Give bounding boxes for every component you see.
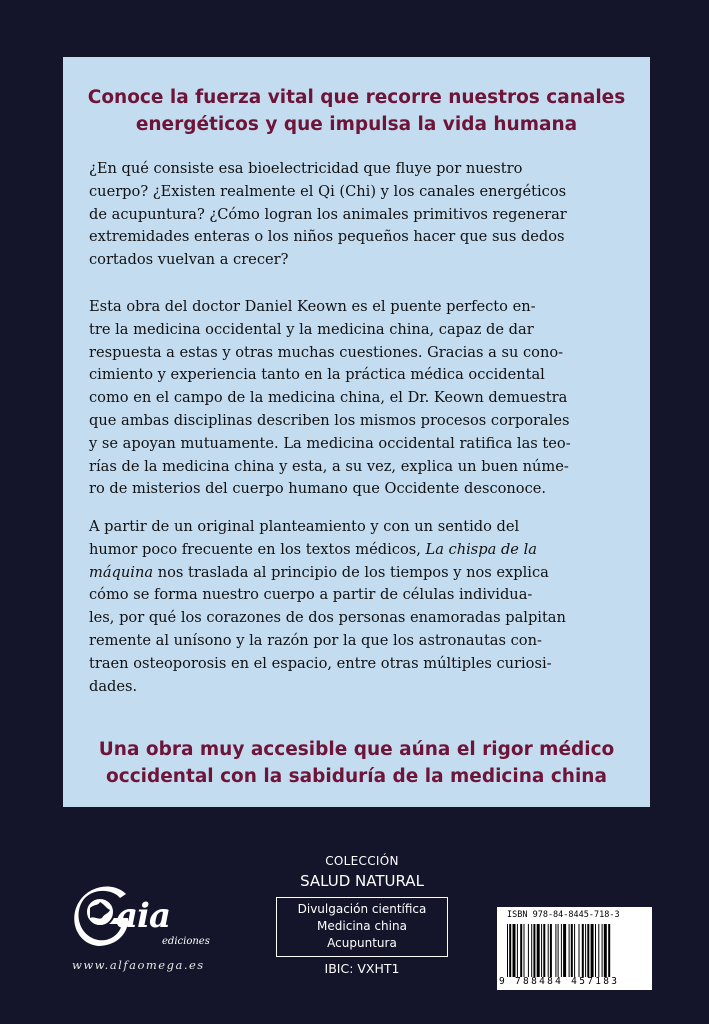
paragraph-3 [89,516,624,698]
barcode-bar [595,924,596,977]
barcode-bar [608,924,610,977]
barcode-bar [533,924,535,977]
barcode-bars [507,924,645,977]
barcode-bar [602,924,603,977]
barcode-bar [509,924,511,977]
barcode-bar [537,924,540,977]
barcode-bar [543,924,545,977]
headline-top: Conoce la fuerza vital que recorre nuestros canales energéticos y que impulsa la vida humana [87,87,626,135]
barcode-bar [550,924,552,977]
barcode-bar [507,924,508,977]
collection-name: SALUD NATURAL [300,872,424,890]
collection-topic: Acupuntura [327,936,397,950]
barcode-bar [555,924,556,977]
barcode-bar [571,924,573,977]
paragraph-3-lead: A partir de un original planteamiento y con un sentido del humor poco frecuente en los textos médicos, [89,518,520,558]
barcode-bar [579,924,580,977]
publisher-url: www.alfaomega.es [72,958,205,972]
barcode-bar [604,924,607,977]
publisher-logo [72,884,222,974]
paragraph-3-rest: nos traslada al principio de los tiempos y nos explica cómo se forma nuestro cuerpo a partir de células individua- les, por qué los corazones de dos personas enamoradas palpitan remente al unísono y la razón por la que los astronautas con- traen osteoporosis en el espacio, entre otras múltiples curiosi- dades. [89,563,566,695]
barcode-bar [531,924,532,977]
headline-bottom: Una obra muy accesible que aúna el rigor médico occidental con la sabiduría de la medicina china [98,739,615,787]
publisher-logo-sub: ediciones [162,936,210,947]
barcode-bar [587,924,589,977]
barcode-bar [558,924,559,977]
collection-topics-box [276,897,448,957]
paragraph-1: ¿En qué consiste esa bioelectricidad que fluye por nuestro cuerpo? ¿Existen realmente el Qi (Chi) y los canales energéticos de acupuntura? ¿Cómo logran los animales primitivos regenerar extremidades enteras o los niños pequeños hacer que sus dedos cortados vuelvan a crecer? [89,160,567,269]
isbn-text: ISBN 978-84-8445-718-3 [507,910,620,920]
collection-label: COLECCIÓN [325,854,399,868]
barcode-bar [520,924,522,977]
barcode-bar [524,924,525,977]
collection-topic: Medicina china [317,919,407,933]
book-title: La chispa de la máquina [89,540,537,581]
publisher-logo-word: aia [116,896,170,936]
barcode-bar [561,924,562,977]
barcode-bar [574,924,575,977]
barcode-bar [563,924,566,977]
barcode-bar [591,924,594,977]
barcode-bar [548,924,549,977]
ibic-code: IBIC: VXHT1 [324,961,400,976]
barcode-bar [585,924,586,977]
paragraph-2: Esta obra del doctor Daniel Keown es el puente perfecto en- tre la medicina occidental y la medicina china, capaz de dar respuesta a estas y otras muchas cuestiones. Gracias a su cono- cimiento y experiencia tanto en la práctica médica occidental como en el campo de la medicina china, el Dr. Keown demuestra que ambas disciplinas describen los mismos procesos corporales y se apoyan mutuamente. La medicina occidental ratifica las teo- rías de la medicina china y esta, a su vez, explica un buen núme- ro de misterios del cuerpo humano que Occidente desconoce. [89,298,571,498]
collection-block [276,853,448,977]
barcode-box [497,907,652,990]
barcode-bar [598,924,599,977]
barcode-digits: 9 788484 457183 [499,976,620,987]
back-cover-text-panel [63,57,650,807]
collection-topic: Divulgación científica [297,902,427,916]
barcode-bar [517,924,518,977]
barcode-bar [582,924,584,977]
barcode-bar [528,924,529,977]
barcode-bar [541,924,542,977]
barcode-bar [569,924,570,977]
barcode-bar [513,924,516,977]
